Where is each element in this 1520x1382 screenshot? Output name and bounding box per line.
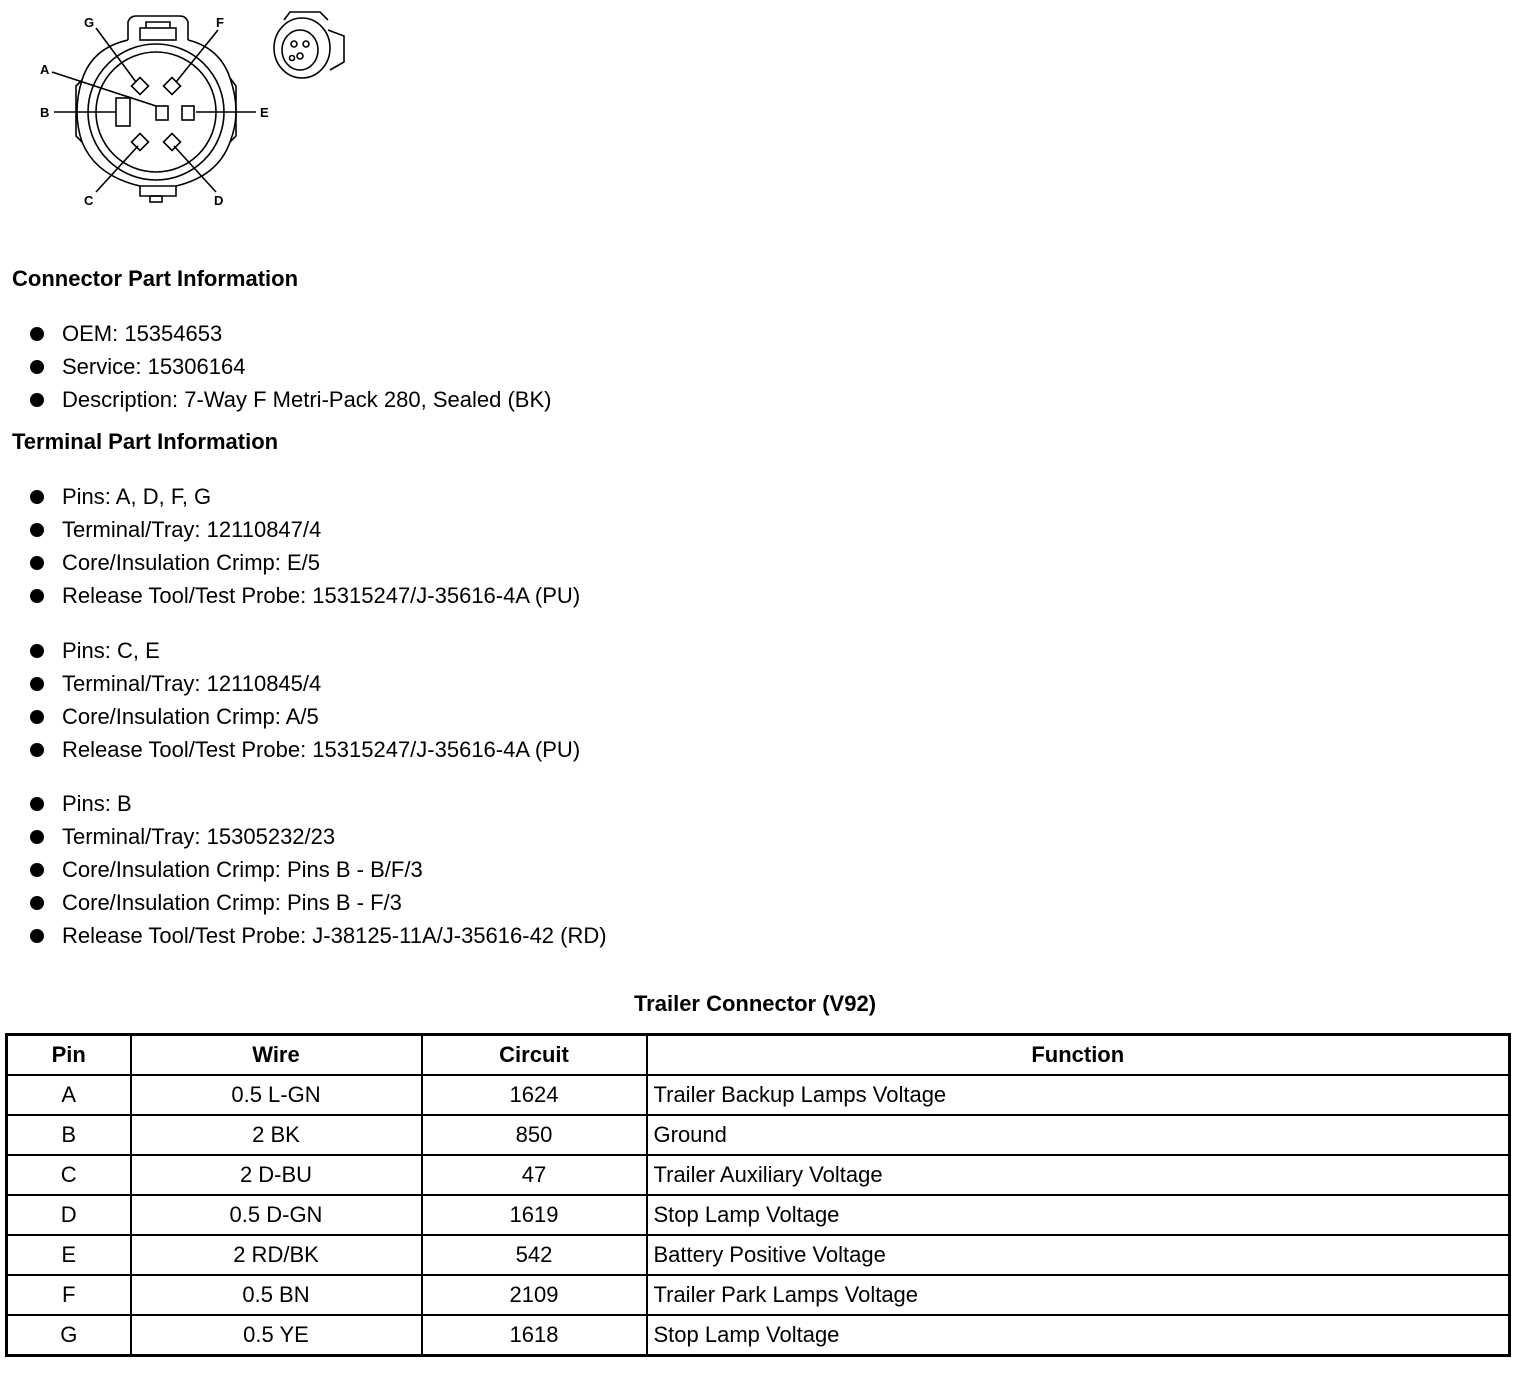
cell-circuit: 1624 — [422, 1075, 647, 1115]
bullet-icon — [30, 490, 44, 504]
list-item: Terminal/Tray: 12110845/4 — [0, 667, 580, 700]
cell-function: Trailer Backup Lamps Voltage — [647, 1075, 1510, 1115]
table-row — [7, 1195, 1510, 1235]
bullet-icon — [30, 589, 44, 603]
pin-label-g: G — [84, 15, 95, 30]
cell-circuit: 47 — [422, 1155, 647, 1195]
terminal-group-2 — [0, 634, 580, 766]
cell-wire: 2 D-BU — [131, 1155, 422, 1195]
column-header-pin: Pin — [7, 1035, 131, 1076]
terminal-group-1 — [0, 480, 580, 612]
list-item: Service: 15306164 — [0, 350, 551, 383]
table-row — [7, 1315, 1510, 1356]
column-header-circuit: Circuit — [422, 1035, 647, 1076]
list-item: Release Tool/Test Probe: 15315247/J-35616-4A (PU) — [0, 579, 580, 612]
table-row — [7, 1075, 1510, 1115]
list-item: Description: 7-Way F Metri-Pack 280, Sealed (BK) — [0, 383, 551, 416]
cell-wire: 2 RD/BK — [131, 1235, 422, 1275]
table-row — [7, 1155, 1510, 1195]
column-header-function: Function — [647, 1035, 1510, 1076]
cell-circuit: 1619 — [422, 1195, 647, 1235]
terminal-part-heading: Terminal Part Information — [12, 429, 279, 454]
cell-function: Battery Positive Voltage — [647, 1235, 1510, 1275]
pin-label-e: E — [260, 105, 269, 120]
list-item: Core/Insulation Crimp: A/5 — [0, 700, 580, 733]
bullet-icon — [30, 710, 44, 724]
pin-label-d: D — [214, 193, 224, 208]
connector-diagram — [0, 0, 380, 225]
list-item: Pins: A, D, F, G — [0, 480, 580, 513]
cell-wire: 0.5 L-GN — [131, 1075, 422, 1115]
list-item: Release Tool/Test Probe: 15315247/J-35616-4A (PU) — [0, 733, 580, 766]
column-header-wire: Wire — [131, 1035, 422, 1076]
cell-pin: C — [7, 1155, 131, 1195]
list-item: Release Tool/Test Probe: J-38125-11A/J-35616-42 (RD) — [0, 919, 607, 952]
bullet-icon — [30, 360, 44, 374]
bullet-icon — [30, 743, 44, 757]
list-item: Pins: B — [0, 787, 607, 820]
pin-label-c: C — [84, 193, 94, 208]
cell-circuit: 850 — [422, 1115, 647, 1155]
cell-wire: 0.5 BN — [131, 1275, 422, 1315]
bullet-icon — [30, 327, 44, 341]
cell-function: Trailer Auxiliary Voltage — [647, 1155, 1510, 1195]
terminal-group-3 — [0, 787, 607, 952]
pin-table — [5, 1033, 1511, 1357]
cell-circuit: 542 — [422, 1235, 647, 1275]
list-item: Core/Insulation Crimp: Pins B - B/F/3 — [0, 853, 607, 886]
bullet-icon — [30, 929, 44, 943]
cell-pin: F — [7, 1275, 131, 1315]
cell-circuit: 2109 — [422, 1275, 647, 1315]
connector-face-drawing — [0, 0, 380, 225]
bullet-icon — [30, 556, 44, 570]
cell-function: Stop Lamp Voltage — [647, 1315, 1510, 1356]
cell-pin: B — [7, 1115, 131, 1155]
cell-pin: G — [7, 1315, 131, 1356]
bullet-icon — [30, 830, 44, 844]
cell-wire: 2 BK — [131, 1115, 422, 1155]
list-item: Core/Insulation Crimp: Pins B - F/3 — [0, 886, 607, 919]
bullet-icon — [30, 896, 44, 910]
table-row — [7, 1115, 1510, 1155]
cell-wire: 0.5 D-GN — [131, 1195, 422, 1235]
cell-function: Stop Lamp Voltage — [647, 1195, 1510, 1235]
bullet-icon — [30, 644, 44, 658]
cell-function: Trailer Park Lamps Voltage — [647, 1275, 1510, 1315]
pin-label-a: A — [40, 62, 50, 77]
table-row — [7, 1235, 1510, 1275]
cell-wire: 0.5 YE — [131, 1315, 422, 1356]
cell-function: Ground — [647, 1115, 1510, 1155]
cell-pin: D — [7, 1195, 131, 1235]
list-item: Pins: C, E — [0, 634, 580, 667]
bullet-icon — [30, 393, 44, 407]
cell-pin: E — [7, 1235, 131, 1275]
pin-label-f: F — [216, 15, 224, 30]
connector-part-heading: Connector Part Information — [12, 266, 299, 291]
pin-label-b: B — [40, 105, 50, 120]
bullet-icon — [30, 677, 44, 691]
table-row — [7, 1275, 1510, 1315]
table-title: Trailer Connector (V92) — [633, 991, 877, 1016]
cell-pin: A — [7, 1075, 131, 1115]
list-item: OEM: 15354653 — [0, 317, 551, 350]
bullet-icon — [30, 863, 44, 877]
list-item: Terminal/Tray: 12110847/4 — [0, 513, 580, 546]
connector-part-list — [0, 317, 551, 416]
list-item: Core/Insulation Crimp: E/5 — [0, 546, 580, 579]
cell-circuit: 1618 — [422, 1315, 647, 1356]
list-item: Terminal/Tray: 15305232/23 — [0, 820, 607, 853]
bullet-icon — [30, 797, 44, 811]
bullet-icon — [30, 523, 44, 537]
table-header-row — [7, 1035, 1510, 1076]
